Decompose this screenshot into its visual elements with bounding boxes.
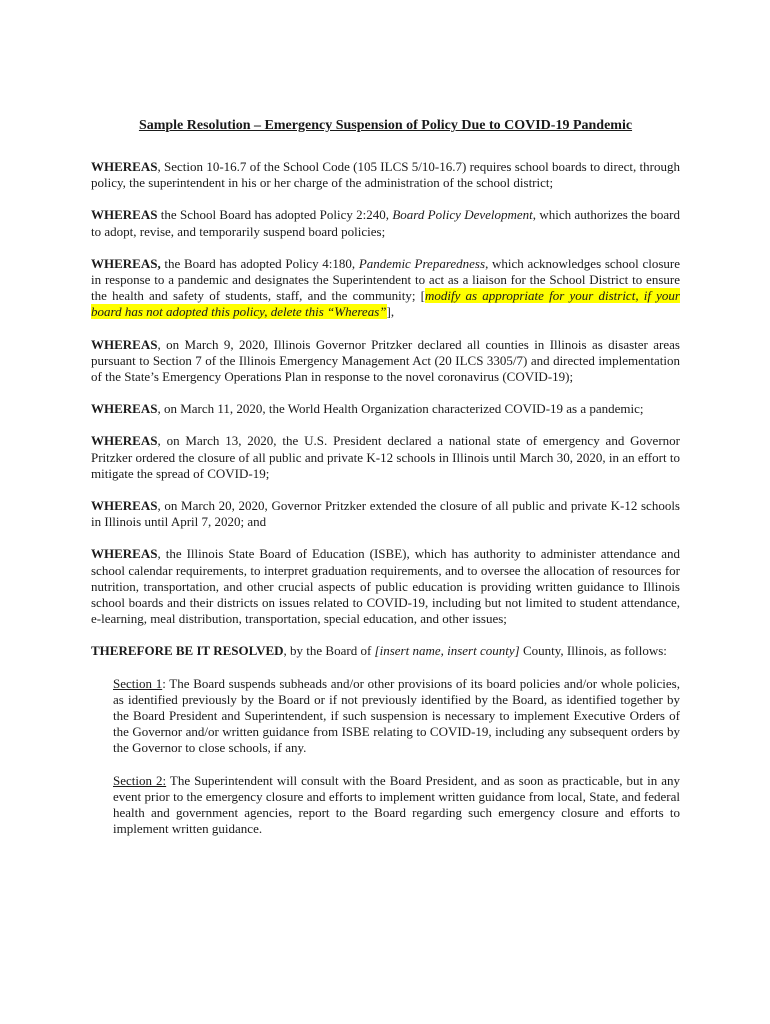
whereas-paragraph-1 [91, 159, 680, 191]
body-text: the School Board has adopted Policy 2:240, [157, 207, 393, 223]
highlighted-instruction: modify as appropriate for your district, if your board has not adopted this policy, delete this “Whereas” [91, 288, 680, 320]
lead-text: THEREFORE BE IT RESOLVED [91, 643, 284, 659]
whereas-paragraph-8 [91, 546, 680, 627]
lead-text: WHEREAS [91, 336, 158, 352]
lead-text: WHEREAS [91, 207, 158, 223]
lead-text: WHEREAS [91, 433, 158, 449]
body-text: ], [386, 304, 395, 320]
body-text: , on March 11, 2020, the World Health Organization characterized COVID-19 as a pandemic; [157, 401, 644, 417]
whereas-paragraph-5 [91, 401, 680, 417]
whereas-paragraph-7 [91, 498, 680, 530]
section-text: The Superintendent will consult with the Board President, and as soon as practicable, but in any event prior to the emergency closure and efforts to implement written guidance from local, State, and federal health and government agencies, report to the Board regarding such emergency closure and efforts to implement written guidance. [113, 772, 680, 837]
body-text: , Section 10-16.7 of the School Code (105 ILCS 5/10-16.7) requires school boards to direct, through policy, the superintendent in his or her charge of the administration of the school district; [91, 159, 680, 191]
body-text: , on March 13, 2020, the U.S. President declared a national state of emergency and Governor Pritzker ordered the closure of all public and private K-12 schools in Illinois until March 30, 2020, in an effort to mitigate the spread of COVID-19; [91, 433, 680, 481]
lead-text: WHEREAS, [91, 255, 161, 271]
policy-name: Board Policy Development [392, 207, 533, 223]
whereas-paragraph-6 [91, 433, 680, 482]
whereas-paragraph-3 [91, 256, 680, 321]
body-text: , by the Board of [283, 643, 375, 659]
body-text: , on March 9, 2020, Illinois Governor Pritzker declared all counties in Illinois as disaster areas pursuant to Section 7 of the Illinois Emergency Management Act (20 ILCS 3305/7) and directed implementation of the State’s Emergency Operations Plan in response to the novel coronavirus (COVID-19); [91, 336, 680, 385]
lead-text: WHEREAS [91, 498, 158, 514]
section-2 [113, 773, 680, 838]
body-text: , which authorizes the board to adopt, revise, and temporarily suspend board policies; [91, 207, 680, 239]
body-text: County, Illinois, as follows: [519, 643, 667, 659]
lead-text: WHEREAS [91, 401, 158, 417]
policy-name: Pandemic Preparedness [358, 255, 486, 271]
document-body [91, 117, 680, 854]
body-text: the Board has adopted Policy 4:180, [160, 255, 359, 271]
section-label: Section 1 [113, 675, 163, 691]
document-title: Sample Resolution – Emergency Suspension of Policy Due to COVID-19 Pandemic [138, 118, 633, 133]
whereas-paragraph-4 [91, 337, 680, 386]
lead-text: WHEREAS [91, 546, 158, 562]
body-text: , which acknowledges school closure in response to a pandemic and designates the Superintendent to act as a liaison for the School District to ensure the health and safety of students, staff, and the community; [ [91, 255, 681, 304]
body-text: , on March 20, 2020, Governor Pritzker extended the closure of all public and private K-12 schools in Illinois until April 7, 2020; and [91, 498, 680, 530]
body-text: , the Illinois State Board of Education (ISBE), which has authority to administer attendance and school calendar requirements, to interpret graduation requirements, and to oversee the allocation of resources for nutrition, transportation, and other crucial aspects of public education is providing written guidance to Illinois school boards and their districts on issues related to COVID-19, including but not limited to student attendance, e-learning, meal distribution, transportation, special education, and other issues; [91, 546, 680, 627]
lead-text: WHEREAS [91, 159, 158, 174]
whereas-paragraph-2 [91, 207, 680, 239]
section-text: : The Board suspends subheads and/or other provisions of its board policies and/or whole policies, as identified previously by the Board or if not previously identified by the Board, as identified together by the Board President and Superintendent, if such suspension is necessary to implement Executive Orders of the Governor and/or written guidance from ISBE relating to COVID-19, including any subsequent orders by the Governor to close schools, if any. [113, 675, 680, 756]
section-label: Section 2: [113, 772, 167, 788]
resolved-paragraph [91, 643, 680, 659]
section-1 [113, 676, 680, 757]
placeholder-text: [insert name, insert county] [374, 643, 520, 659]
